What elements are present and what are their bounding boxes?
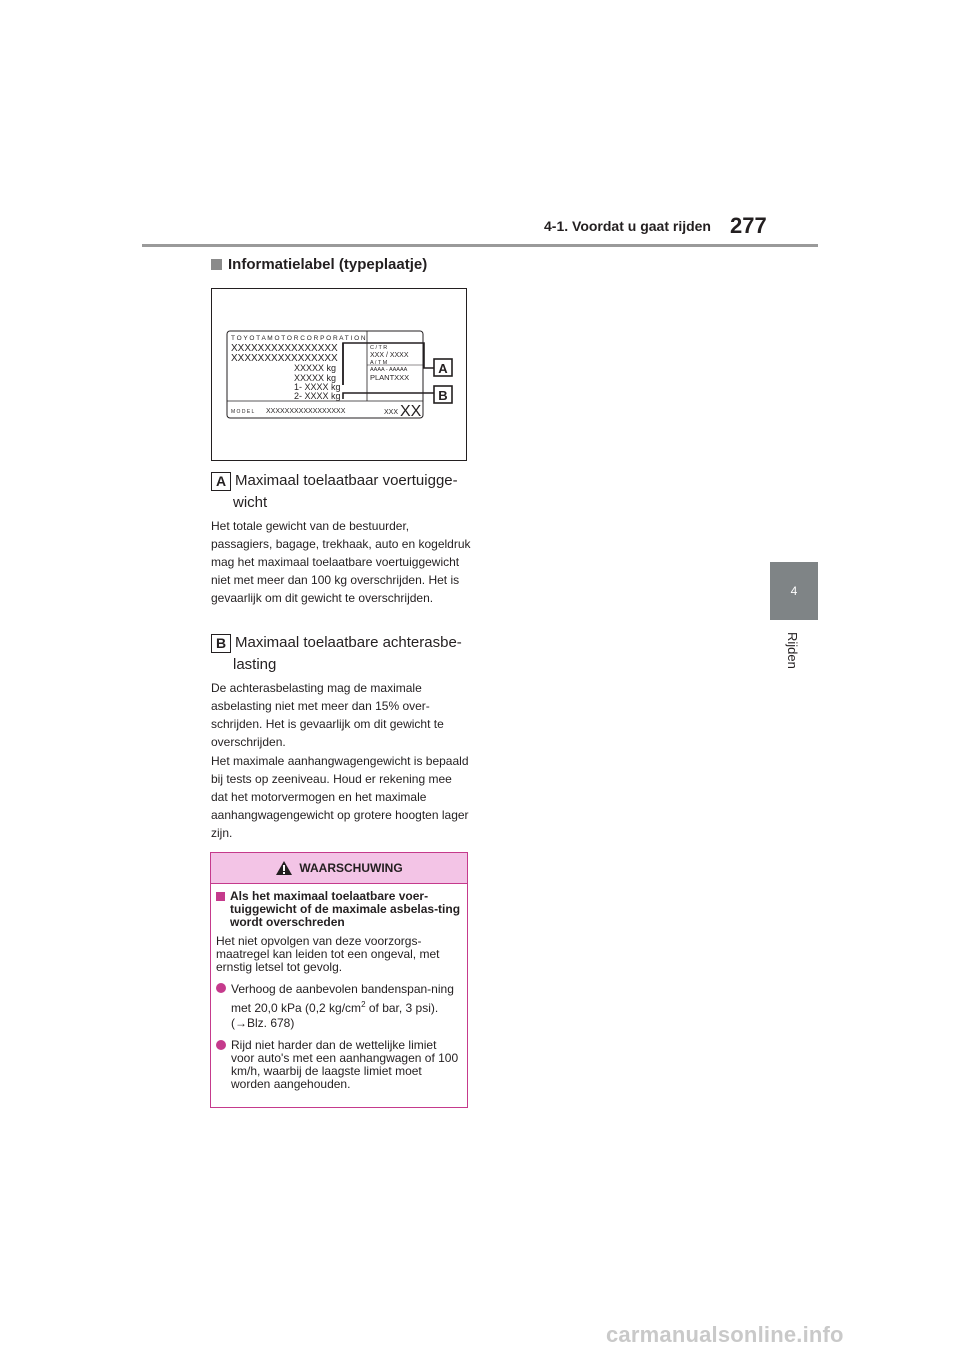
label-xx-big: XX xyxy=(400,403,422,420)
warning-triangle-icon xyxy=(275,860,293,876)
chapter-tab xyxy=(770,562,818,620)
item-b-title-line1: Maximaal toelaatbare achterasbe- xyxy=(235,634,462,651)
label-ctr: C / T R xyxy=(370,345,388,351)
label-kg-2: XXXXX kg xyxy=(294,373,337,383)
item-a-text: Het totale gewicht van de bestuurder, passagiers, bagage, trekhaak, auto en kogeldruk mag het maximaal toelaatbare voertuiggewicht niet met meer dan 100 kg overschrijden. Het is gevaarlijk om dit gewicht te overschrijden. xyxy=(211,519,471,605)
item-b-title-line2: lasting xyxy=(233,656,277,673)
info-label-illustration xyxy=(212,289,466,460)
item-a-title-line2: wicht xyxy=(233,494,268,511)
dot-bullet-icon xyxy=(216,983,226,993)
item-a-letter: A xyxy=(211,472,231,491)
label-corporation: T O Y O T A M O T O R C O R P O R A T I O N xyxy=(231,335,366,342)
callout-b-line xyxy=(343,393,434,399)
warning-bullet-2 xyxy=(216,1039,462,1091)
bullet1-text-a: Verhoog de aanbevolen bandenspan-ning met 20,0 kPa (0,2 kg/cm xyxy=(231,982,454,1015)
warning-bullet-1 xyxy=(216,982,462,1031)
item-b-letter: B xyxy=(211,634,231,653)
callout-a-letter: A xyxy=(438,361,448,376)
label-aaaa: AAAA - AAAAA xyxy=(370,367,408,373)
label-model: M O D E L xyxy=(231,409,255,415)
label-kg-3: 1- XXXX kg xyxy=(294,382,341,392)
chapter-number: 4 xyxy=(790,584,798,598)
label-plant: PLANTXXX xyxy=(370,373,410,382)
item-a-title xyxy=(211,470,471,514)
bullet2-text: Rijd niet harder dan de wettelijke limiet voor auto's met een aanhangwagen of 100 km/h, waarbij de laagste limiet moet worden aangehouden. xyxy=(231,1038,459,1091)
info-label-figure xyxy=(211,288,467,461)
item-b-text-2: Het maximale aanhangwagengewicht is bepaald bij tests op zeeniveau. Houd er rekening mee dat het motorvermogen en het maximale aanhangwagengewicht op grotere hoogten lager zijn. xyxy=(211,754,469,840)
section-heading xyxy=(211,256,427,273)
bullet1-text-b: of bar, 3 psi). ( xyxy=(231,1001,439,1030)
header-divider xyxy=(142,244,818,247)
warning-intro: Het niet opvolgen van deze voorzorgs-maatregel kan leiden tot een ongeval, met ernstig letsel tot gevolg. xyxy=(216,934,440,974)
chapter-label: Rijden xyxy=(785,632,800,669)
warning-title: WAARSCHUWING xyxy=(299,861,403,875)
item-b-title xyxy=(211,632,471,676)
label-atm: A / T M xyxy=(370,360,388,366)
arrow-icon: → xyxy=(235,1016,247,1030)
label-x-row-1: XXXXXXXXXXXXXXXX xyxy=(231,343,338,354)
label-kg-1: XXXXX kg xyxy=(294,363,337,373)
bullet1-sup: 2 xyxy=(361,1000,366,1009)
item-b-text-1: De achterasbelasting mag de maximale asbelasting niet met meer dan 15% over-schrijden. Het is gevaarlijk om dit gewicht te overschrijden. xyxy=(211,681,444,749)
label-x-row-2: XXXXXXXXXXXXXXXX xyxy=(231,353,338,364)
watermark: carmanualsonline.info xyxy=(606,1322,844,1347)
callout-b-letter: B xyxy=(438,388,448,403)
header-section-title: 4-1. Voordat u gaat rijden xyxy=(544,218,711,234)
page-number: 277 xyxy=(730,213,767,238)
square-bullet-icon xyxy=(211,259,222,270)
warning-heading-text: Als het maximaal toelaatbare voer-tuiggewicht of de maximale asbelas-ting wordt overschreden xyxy=(230,889,461,929)
section-heading-text: Informatielabel (typeplaatje) xyxy=(228,256,428,273)
label-model-value: XXXXXXXXXXXXXXXXX xyxy=(266,408,346,415)
label-xxx: XXX xyxy=(384,409,399,416)
item-a-title-line1: Maximaal toelaatbaar voertuigge- xyxy=(235,472,458,489)
bullet1-page-link[interactable]: Blz. 678) xyxy=(247,1016,295,1030)
label-kg-4: 2- XXXX kg xyxy=(294,391,341,401)
dot-bullet-icon xyxy=(216,1040,226,1050)
square-bullet-icon xyxy=(216,892,225,901)
warning-heading xyxy=(216,890,462,929)
warning-header xyxy=(211,853,467,884)
label-xxx-xxxx: XXX / XXXX xyxy=(370,352,409,359)
warning-box xyxy=(210,852,468,1108)
